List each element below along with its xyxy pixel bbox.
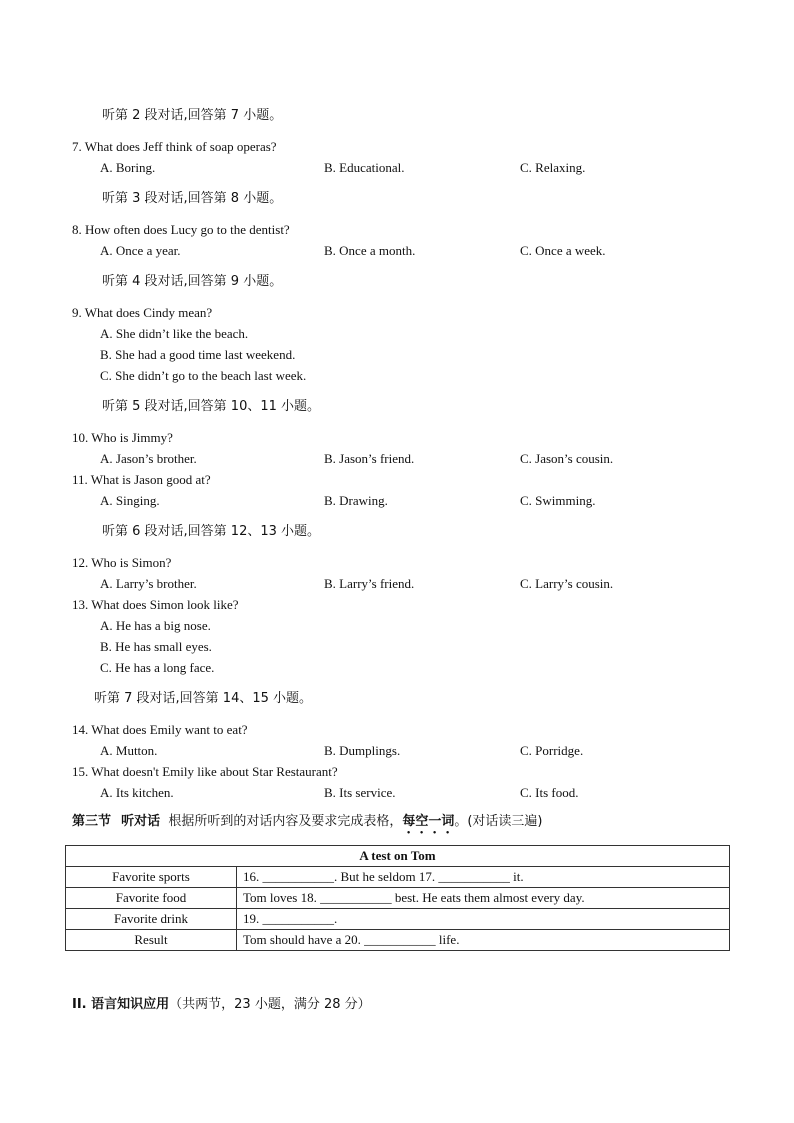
question-stem: 12. Who is Simon? [72,555,172,570]
option-c: C. Larry’s cousin. [520,576,614,591]
question-stem: 9. What does Cindy mean? [72,305,213,320]
question-stem: 14. What does Emily want to eat? [72,722,248,737]
option-b: B. Jason’s friend. [324,451,415,466]
question-stem: 13. What does Simon look like? [72,597,239,612]
option-c: C. Relaxing. [520,160,586,175]
option-a: A. Once a year. [100,243,181,258]
question-stem: 7. What does Jeff think of soap operas? [72,139,277,154]
row-value: Tom loves 18. ___________ best. He eats them almost every day. [237,888,730,909]
section-heading: 听第 2 段对话,回答第 7 小题。 [102,108,283,123]
question-stem: 8. How often does Lucy go to the dentist? [72,222,290,237]
row-label: Favorite sports [66,867,237,888]
option-c: C. She didn’t go to the beach last week. [100,368,307,383]
option-a: A. Its kitchen. [100,785,174,800]
option-c: C. Porridge. [520,743,584,758]
table-caption: A test on Tom [66,846,730,867]
part-title: 第三节 [72,814,112,829]
option-a: A. He has a big nose. [100,618,211,633]
section-heading: 听第 5 段对话,回答第 10、11 小题。 [102,399,321,414]
row-value: 16. ___________. But he seldom 17. ___________ it. [237,867,730,888]
section-heading: 听第 7 段对话,回答第 14、15 小题。 [94,691,313,706]
question-stem: 10. Who is Jimmy? [72,430,173,445]
section-title [72,997,371,1013]
option-b: B. He has small eyes. [100,639,212,654]
option-a: A. Singing. [100,493,160,508]
option-c: C. Swimming. [520,493,596,508]
option-b: B. Larry’s friend. [324,576,415,591]
row-value: 19. ___________. [237,909,730,930]
option-c: C. Jason’s cousin. [520,451,614,466]
part-instruction: 根据所听到的对话内容及要求完成表格， [168,814,403,829]
option-b: B. She had a good time last weekend. [100,347,296,362]
option-b: B. Once a month. [324,243,416,258]
table-row [66,930,730,951]
row-value: Tom should have a 20. ___________ life. [237,930,730,951]
part-instruction-emphasis: 每空一词 [402,814,455,829]
section-title-text: II. 语言知识应用 [72,997,170,1012]
option-a: A. She didn’t like the beach. [100,326,249,341]
part-name: 听对话 [121,814,161,829]
option-c: C. Once a week. [520,243,606,258]
section-heading: 听第 4 段对话,回答第 9 小题。 [102,274,283,289]
section-heading: 听第 6 段对话,回答第 12、13 小题。 [102,524,321,539]
section-heading: 听第 3 段对话,回答第 8 小题。 [102,191,283,206]
table-row [66,888,730,909]
option-a: A. Boring. [100,160,156,175]
part-instruction-tail: 。(对话读三遍) [454,814,543,829]
option-b: B. Dumplings. [324,743,401,758]
option-b: B. Educational. [324,160,405,175]
part-heading [72,814,543,837]
option-b: B. Its service. [324,785,396,800]
option-b: B. Drawing. [324,493,388,508]
section-title-note: （共两节，23 小题，满分 28 分） [169,997,371,1012]
row-label: Favorite food [66,888,237,909]
option-a: A. Mutton. [100,743,158,758]
option-a: A. Larry’s brother. [100,576,197,591]
row-label: Result [66,930,237,951]
table-row [66,867,730,888]
question-stem: 11. What is Jason good at? [72,472,211,487]
question-stem: 15. What doesn't Emily like about Star Restaurant? [72,764,338,779]
row-label: Favorite drink [66,909,237,930]
option-c: C. Its food. [520,785,579,800]
option-a: A. Jason’s brother. [100,451,197,466]
table-row [66,909,730,930]
option-c: C. He has a long face. [100,660,215,675]
answer-table [65,845,730,951]
